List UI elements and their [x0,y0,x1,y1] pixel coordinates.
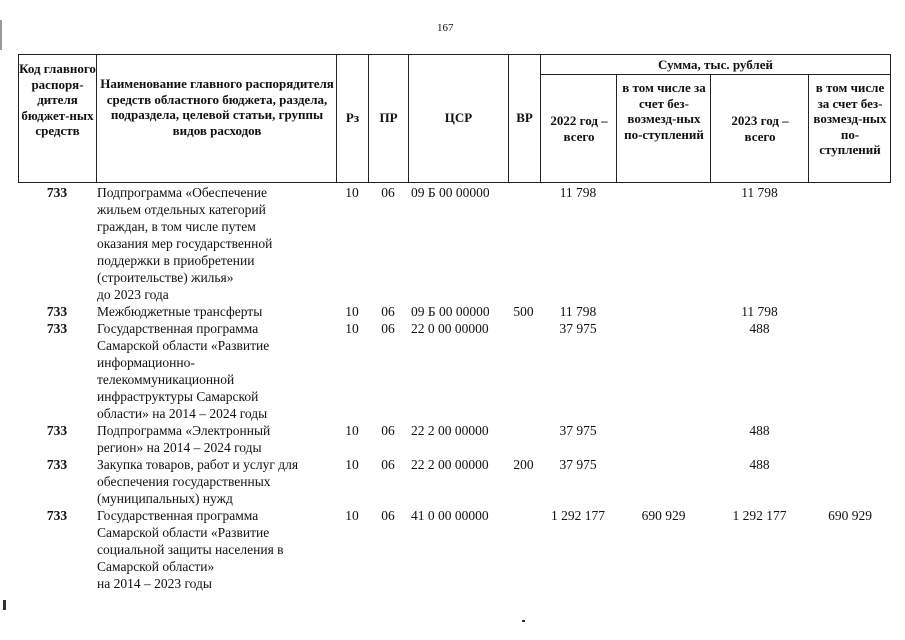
row-pr: 06 [381,321,395,336]
row-csr: 09 Б 00 00000 [411,185,490,200]
row-code: 733 [46,423,68,438]
row-rz: 10 [345,423,359,438]
header-pr: ПР [379,110,398,125]
row-csr: 22 2 00 00000 [411,457,489,472]
row-pr: 06 [381,423,395,438]
row-2023-total: 488 [749,423,770,438]
row-code: 733 [46,304,68,319]
scan-edge [0,20,2,50]
row-name: Закупка товаров, работ и услуг для обеспечения государственных (муниципальных) нужд [97,457,299,506]
header-name: Наименование главного распорядителя средств областного бюджета, раздела, подраздела, целевой статьи, группы видов расходов [100,76,334,138]
row-2023-total: 488 [749,321,770,336]
column-divider [710,74,711,182]
header-code: Код главного распоря-дителя бюджет-ных средств [19,61,96,138]
column-divider [96,54,97,182]
row-vr: 500 [513,304,534,319]
header-csr: ЦСР [444,110,473,125]
row-pr: 06 [381,304,395,319]
header-rz: Рз [345,110,360,125]
row-csr: 09 Б 00 00000 [411,304,490,319]
row-2022-total: 37 975 [559,321,597,336]
header-2022-free: в том числе за счет без-возмезд-ных по-ступлений [622,80,706,142]
row-2023-total: 11 798 [741,185,778,200]
header-2023-total: 2023 год – всего [731,113,789,144]
row-pr: 06 [381,185,395,200]
row-csr: 22 2 00 00000 [411,423,489,438]
row-rz: 10 [345,321,359,336]
row-2022-total: 11 798 [559,304,597,319]
sum-header-divider [540,74,891,75]
row-2023-total: 488 [749,457,770,472]
column-divider [616,74,617,182]
row-code: 733 [46,508,68,523]
header-sum: Сумма, тыс. рублей [658,57,773,72]
row-pr: 06 [381,457,395,472]
scan-speck [522,620,525,622]
row-2022-total: 1 292 177 [551,508,605,523]
row-rz: 10 [345,304,359,319]
row-csr: 41 0 00 00000 [411,508,489,523]
row-name: Межбюджетные трансферты [97,304,263,319]
header-2022-total: 2022 год – всего [550,113,608,144]
table-right-border [890,54,891,182]
row-csr: 22 0 00 00000 [411,321,489,336]
row-name: Государственная программа Самарской области «Развитие информационно- телекоммуникационной инфраструктуры Самарской области» на 2014 – 2024 годы [97,321,270,421]
header-vr: ВР [516,110,533,125]
row-2022-free: 690 929 [641,508,686,523]
row-rz: 10 [345,508,359,523]
row-code: 733 [46,457,68,472]
header-2023-free: в том числе за счет без-возмезд-ных по-ступлений [813,80,887,157]
row-2022-total: 37 975 [559,423,597,438]
row-2022-total: 37 975 [559,457,597,472]
row-name: Подпрограмма «Обеспечение жильем отдельных категорий граждан, в том числе путем оказания мер государственной поддержки в приобретении (строительстве) жилья» до 2023 года [97,185,273,302]
table-top-border [18,54,891,55]
header-bottom-border [18,182,891,183]
row-vr: 200 [513,457,534,472]
row-name: Подпрограмма «Электронный регион» на 2014 – 2024 годы [97,423,271,455]
row-code: 733 [46,321,68,336]
row-2023-free: 690 929 [828,508,872,523]
row-rz: 10 [345,185,359,200]
row-2023-total: 11 798 [741,304,778,319]
row-2023-total: 1 292 177 [732,508,787,523]
scan-speck [3,600,6,610]
row-2022-total: 11 798 [559,185,597,200]
column-divider [808,74,809,182]
row-pr: 06 [381,508,395,523]
column-divider [540,54,541,182]
row-name: Государственная программа Самарской области «Развитие социальной защиты населения в Самарской области» на 2014 – 2023 годы [97,508,284,591]
page-number: 167 [437,22,454,34]
row-rz: 10 [345,457,359,472]
row-code: 733 [46,185,68,200]
